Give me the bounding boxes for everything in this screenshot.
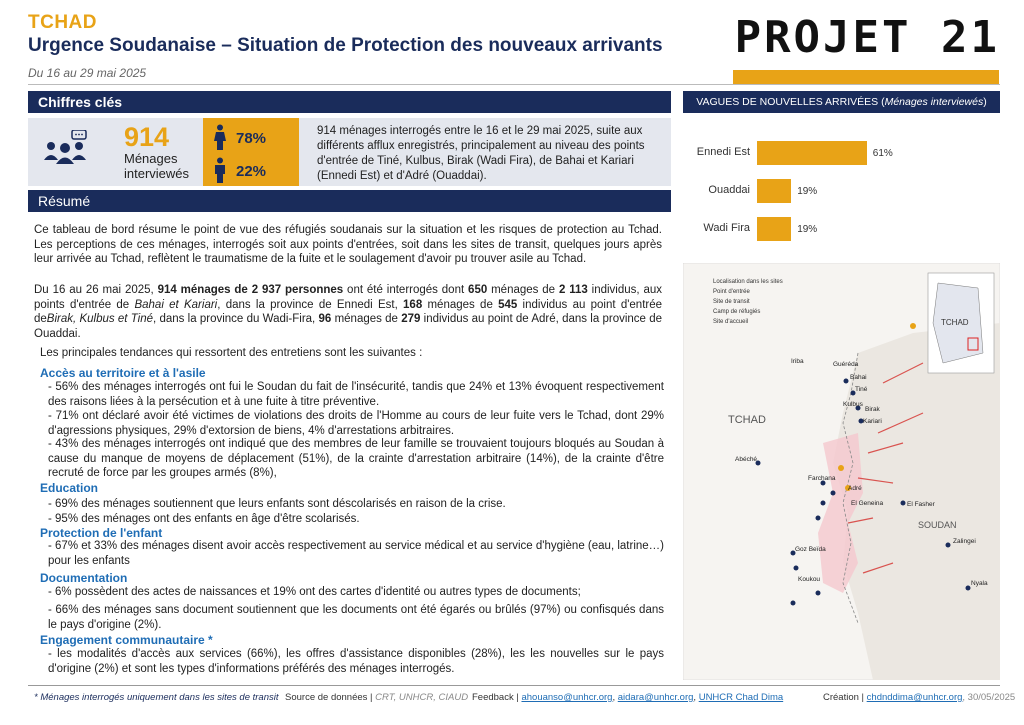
svg-text:Farchana: Farchana xyxy=(808,475,836,482)
women-percentage: 78% xyxy=(236,130,267,147)
men-percentage: 22% xyxy=(236,163,267,180)
email-link-aidara[interactable]: aidara@unhcr.org xyxy=(617,692,694,703)
footer-creation: Création | chdnddima@unhcr.org, 30/05/2025 xyxy=(823,692,1016,703)
svg-text:Kulbus: Kulbus xyxy=(843,401,863,408)
header-divider xyxy=(28,84,1000,85)
bullet-access-2: - 71% ont déclaré avoir été victimes de violations des droits de l'Homme au cours de leur fuite vers le Tchad, dont 29% d'agressions physiques, 29% d'extorsion de biens, 4% d'arrestations arbitraires. xyxy=(48,410,664,437)
footer-sources: Source de données | CRT, UNHCR, CIAUD xyxy=(285,692,469,703)
svg-text:El Fasher: El Fasher xyxy=(907,501,935,508)
section-title-access: Accès au territoire et à l'asile xyxy=(40,366,206,380)
section-title-education: Education xyxy=(40,481,99,495)
svg-text:Point d'entrée: Point d'entrée xyxy=(713,289,750,295)
section-title-child-protection: Protection de l'enfant xyxy=(40,526,163,540)
bullet-documentation-1: - 6% possèdent des actes de naissances et 19% ont des cartes d'identité ou autres types de documents; xyxy=(48,586,581,598)
footer-note: * Ménages interrogés uniquement dans les sites de transit xyxy=(34,692,279,703)
man-icon xyxy=(213,157,227,183)
summary-paragraph-2: Du 16 au 26 mai 2025, 914 ménages de 2 937 personnes ont été interrogés dont 650 ménages de 2 113 individus, aux points d'entrée de Bahai et Kariari, dans la province de Ennedi Est, 168 ménages de 545 individus au point d'entrée deBirak, Kulbus et Tiné, dans la province du Wadi-Fira, 96 ménages de 279 individus au point de Adré, dans la province de Ouaddai. xyxy=(34,284,663,340)
bullet-education-2: - 95% des ménages ont des enfants en âge d'être scolarisés. xyxy=(48,513,360,525)
email-link-chdnddima[interactable]: chdnddima@unhcr.org xyxy=(866,692,963,703)
section-title-documentation: Documentation xyxy=(40,571,128,585)
households-count: 914 xyxy=(124,122,170,152)
svg-text:Kariari: Kariari xyxy=(863,418,882,425)
dima-link[interactable]: UNHCR Chad Dima xyxy=(698,692,784,703)
svg-text:Goz Beïda: Goz Beïda xyxy=(795,546,826,553)
bullet-community-1: - les modalités d'accès aux services (66%), les offres d'assistance disponibles (28%), les les nouvelles sur le pays d'origine (2%) et sont les types d'informations préférés des ménages interrogés. xyxy=(48,648,664,675)
woman-icon xyxy=(213,124,227,150)
map-label-chad: TCHAD xyxy=(728,414,766,426)
bullet-documentation-2: - 66% des ménages sans document soutiennent que les documents ont été égarés ou brûlés (97%) ou confisqués dans le pays d'origine (2%). xyxy=(48,604,664,631)
svg-text:Site d'accueil: Site d'accueil xyxy=(713,319,749,325)
inset-label: TCHAD xyxy=(941,318,969,327)
region-map xyxy=(683,263,1000,680)
households-label: Ménages interviewés xyxy=(124,151,190,181)
svg-text:Guéréda: Guéréda xyxy=(833,361,859,368)
country-label: TCHAD xyxy=(28,12,97,33)
arrivals-chart-heading: VAGUES DE NOUVELLES ARRIVÉES (Ménages interviewés) xyxy=(683,91,1000,113)
people-group-icon xyxy=(42,130,90,166)
projet21-logo: PROJET 21 xyxy=(734,12,1000,63)
svg-text:Localisation dans les sites: Localisation dans les sites xyxy=(713,279,783,285)
svg-text:Tiné: Tiné xyxy=(855,386,868,393)
bullet-child-protection-1: - 67% et 33% des ménages disent avoir accès respectivement au service médical et au service d'hygiène (eau, latrine…) pour les enfants xyxy=(48,540,664,567)
svg-text:Site de transit: Site de transit xyxy=(713,299,750,305)
bar-label-1: Ouaddai xyxy=(708,184,750,196)
svg-text:Nyala: Nyala xyxy=(971,580,988,587)
footer-feedback: Feedback | ahouanso@unhcr.org, aidara@unhcr.org, UNHCR Chad Dima xyxy=(472,692,784,703)
bar-1 xyxy=(757,179,791,203)
key-figures-heading: Chiffres clés xyxy=(28,91,671,113)
svg-text:Adré: Adré xyxy=(848,485,862,492)
bar-0 xyxy=(757,141,867,165)
summary-intro: Ce tableau de bord résume le point de vue des réfugiés soudanais sur la situation et les risques de protection au Tchad. Les perceptions de ces ménages, interrogés soit aux points d'entrées, soit dans les sites de transit, quelques jours après leur arrivée au Tchad, reflètent le traumatisme de la fuite et le soulagement d'avoir pu trouver asile au Tchad. xyxy=(34,224,662,265)
svg-text:Birak: Birak xyxy=(865,406,880,413)
svg-text:El Geneina: El Geneina xyxy=(851,500,884,507)
section-title-community: Engagement communautaire * xyxy=(40,633,213,647)
bar-label-0: Ennedi Est xyxy=(696,146,750,158)
bullet-access-1: - 56% des ménages interrogés ont fui le Soudan du fait de l'insécurité, tandis que 24% et 13% évoquent respectivement des raisons liées à la persécution et à une fuite à titre préventive. xyxy=(48,381,664,408)
bar-value-0: 61% xyxy=(872,148,893,159)
svg-text:Abéché: Abéché xyxy=(735,456,758,463)
page-title: Urgence Soudanaise – Situation de Protection des nouveaux arrivants xyxy=(28,35,663,56)
summary-heading: Résumé xyxy=(28,190,671,212)
logo-accent-bar xyxy=(733,70,999,84)
bar-label-2: Wadi Fira xyxy=(703,222,750,234)
bar-2 xyxy=(757,217,791,241)
map-label-sudan: SOUDAN xyxy=(918,520,957,530)
email-link-ahouanso[interactable]: ahouanso@unhcr.org xyxy=(521,692,613,703)
svg-text:Bahai: Bahai xyxy=(850,374,867,381)
svg-text:Camp de réfugiés: Camp de réfugiés xyxy=(713,309,761,315)
svg-text:Iriba: Iriba xyxy=(791,358,804,365)
footer-divider xyxy=(28,685,1000,686)
bar-value-2: 19% xyxy=(797,224,818,235)
bar-value-1: 19% xyxy=(797,186,818,197)
svg-text:Koukou: Koukou xyxy=(798,576,821,583)
trends-intro: Les principales tendances qui ressortent des entretiens sont les suivantes : xyxy=(40,347,423,359)
key-figures-summary: 914 ménages interrogés entre le 16 et le 29 mai 2025, suite aux différents afflux enregistrés, principalement au niveau des points d'entrée de Tiné, Kulbus, Birak (Wadi Fira), de Bahai et Kariari (Ennedi Est) et d'Adré (Ouaddai). xyxy=(317,125,645,182)
report-period: Du 16 au 29 mai 2025 xyxy=(28,66,147,80)
bullet-education-1: - 69% des ménages soutiennent que leurs enfants sont déscolarisés en raison de la crise. xyxy=(48,498,506,510)
svg-text:Zalingei: Zalingei xyxy=(953,538,976,545)
bullet-access-3: - 43% des ménages interrogés ont indiqué que des membres de leur famille se trouvaient toujours bloqués au Soudan à cause du manque de moyens de déplacement (51%), de la crainte d'arrestation arbitraire (14%), de la crainte d'être recruté de force par les groupes armés (8%), xyxy=(48,438,664,479)
